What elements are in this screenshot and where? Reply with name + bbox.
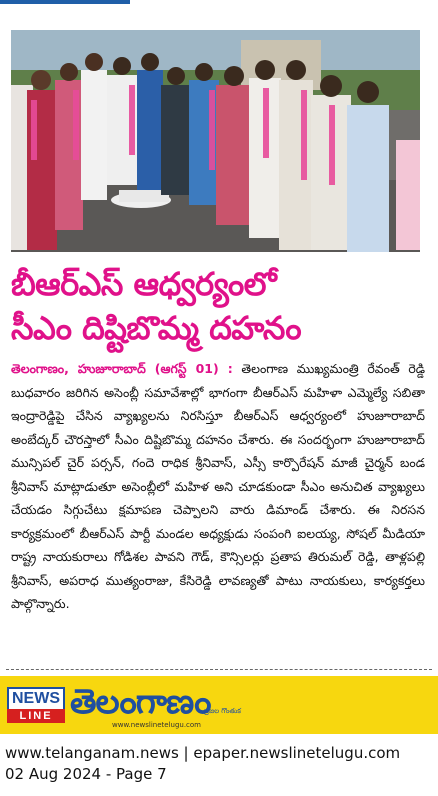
headline-line-1: బీఆర్ఎస్ ఆధ్వర్యంలో: [11, 265, 277, 303]
newsline-logo: [7, 687, 65, 723]
brand-tagline: ప్రజల గొంతుక: [204, 707, 241, 715]
headline-line-2: సీఎం దిష్టిబొమ్మ దహనం: [11, 309, 302, 347]
footer-banner: [0, 676, 438, 734]
newsline-logo-bottom: LINE: [7, 709, 65, 723]
article-body: [11, 357, 425, 616]
protest-photo-illustration: [11, 30, 420, 252]
article-dateline: తెలంగాణం, హుజూరాబాద్ (ఆగస్ట్ 01) :: [11, 361, 233, 376]
article-text: తెలంగాణ ముఖ్యమంత్రి రేవంత్ రెడ్డి బుధవారం జరిగిన అసెంబ్లీ సమావేశాల్లో భాగంగా బీఆర్ఎస్ మహిళా ఎమ్మెల్యే సబితా ఇంద్రారెడ్డిపై చేసిన వ్యాఖ్యలను నిరసిస్తూ బీఆర్ఎస్ ఆధ్వర్యంలో హుజూరాబాద్ అంబేద్కర్ చౌరస్తాలో సీఎం దిష్టిబొమ్మ దహనం చేశారు. ఈ సందర్భంగా హుజూరాబాద్ మున్సిపల్ చైర్ పర్సన్, గందె రాధిక శ్రీనివాస్, ఎస్సీ కార్పొరేషన్ మాజీ చైర్మన్ బండ శ్రీనివాస్ మాట్లాడుతూ అసెంబ్లీలో మహిళ అని చూడకుండా సీఎం అనుచిత వ్యాఖ్యలు చేయడం సిగ్గుచేటు క్షమాపణ చెప్పాలని వారు డిమాండ్ చేశారు. ఈ నిరసన కార్యక్రమంలో బీఆర్ఎస్ పార్టీ మండల అధ్యక్షుడు సంపంగి ఐలయ్య, సోషల్ మీడియా రాష్ట్ర నాయకురాలు గోడిశల పావని గౌడ్, కౌన్సిలర్లు ప్రతాప తిరుమల్ రెడ్డి, తాళ్లపల్లి శ్రీనివాస్, అపరాధ ముత్యంరాజు, కేసిరెడ్డి లావణ్యతో పాటు నాయకులు, కార్యకర్తలు పాల్గొన్నారు.: [11, 361, 425, 611]
top-accent-bar: [0, 0, 130, 4]
headline: [11, 262, 431, 350]
site-links: www.telanganam.news | epaper.newslinetelugu.com: [5, 744, 401, 762]
newsline-logo-top: NEWS: [7, 687, 65, 709]
news-photo: [11, 30, 420, 252]
brand-url: www.newslinetelugu.com: [112, 721, 201, 729]
date-page: 02 Aug 2024 - Page 7: [5, 765, 167, 783]
telanganam-brand: తెలంగాణం: [70, 682, 211, 722]
divider: [6, 669, 432, 670]
